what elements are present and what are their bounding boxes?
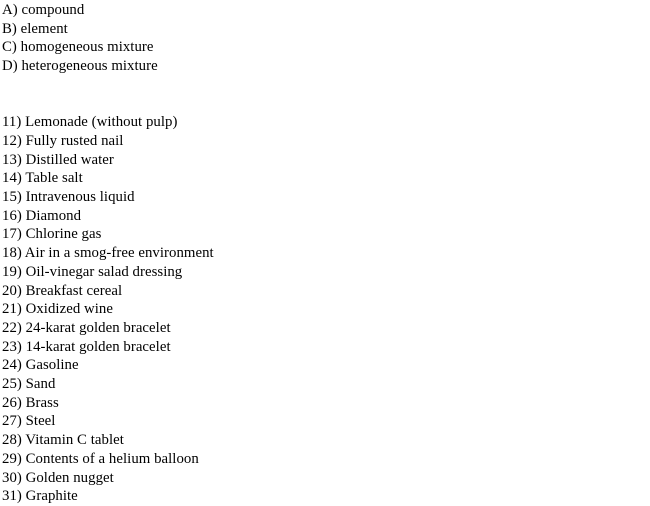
question-items-list: [0, 113, 650, 506]
question-item-13: 13) Distilled water: [2, 151, 114, 168]
question-item-25: 25) Sand: [2, 376, 56, 393]
question-item-11: 11) Lemonade (without pulp): [2, 114, 178, 131]
spacer: [0, 95, 650, 114]
spacer: [0, 76, 650, 95]
question-item-31: 31) Graphite: [2, 488, 78, 505]
question-item-28: 28) Vitamin C tablet: [2, 432, 124, 449]
question-item-19: 19) Oil-vinegar salad dressing: [2, 263, 183, 280]
question-item-17: 17) Chlorine gas: [2, 226, 102, 243]
question-item-29: 29) Contents of a helium balloon: [2, 450, 199, 467]
question-item-16: 16) Diamond: [2, 207, 82, 224]
answer-choice-d: D) heterogeneous mixture: [2, 58, 158, 75]
question-item-30: 30) Golden nugget: [2, 469, 114, 486]
answer-choice-b: B) element: [2, 20, 68, 37]
question-item-20: 20) Breakfast cereal: [2, 282, 123, 299]
question-item-15: 15) Intravenous liquid: [2, 189, 135, 205]
question-item-14: 14) Table salt: [2, 170, 83, 187]
question-item-27: 27) Steel: [2, 413, 56, 430]
question-item-23: 23) 14-karat golden bracelet: [2, 338, 171, 355]
question-item-12: 12) Fully rusted nail: [2, 132, 124, 149]
answer-choice-a: A) compound: [2, 2, 85, 18]
answer-choice-c: C) homogeneous mixture: [2, 39, 154, 56]
question-item-18: 18) Air in a smog-free environment: [2, 245, 214, 262]
answer-choices-list: [0, 0, 650, 76]
question-item-24: 24) Gasoline: [2, 357, 79, 374]
question-item-22: 22) 24-karat golden bracelet: [2, 319, 171, 336]
question-item-26: 26) Brass: [2, 394, 59, 411]
question-item-21: 21) Oxidized wine: [2, 301, 113, 318]
